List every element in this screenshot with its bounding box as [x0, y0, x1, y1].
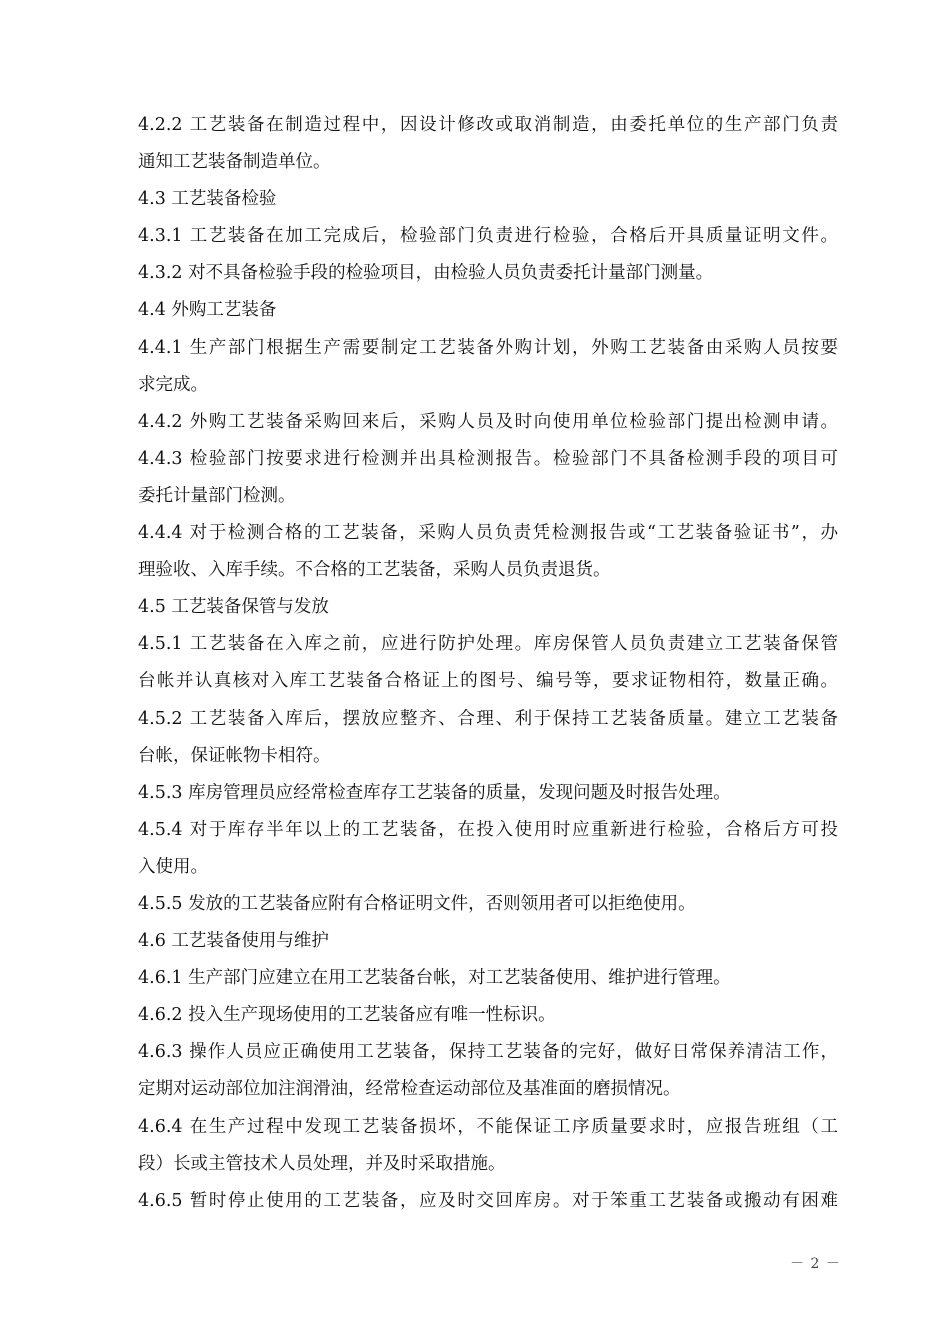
- section-heading: 4.5 工艺装备保管与发放: [138, 597, 329, 618]
- text-line: 段）长或主管技术人员处理，并及时采取措施。: [138, 1153, 506, 1174]
- text-line: 4.5.2 工艺装备入库后，摆放应整齐、合理、利于保持工艺装备质量。建立工艺装备: [138, 708, 838, 729]
- text-line: 4.5.4 对于库存半年以上的工艺装备，在投入使用时应重新进行检验，合格后方可投: [138, 819, 838, 840]
- document-body: [138, 107, 838, 1220]
- text-line: 通知工艺装备制造单位。: [138, 152, 331, 173]
- text-line: 4.5.5 发放的工艺装备应附有合格证明文件，否则领用者可以拒绝使用。: [138, 893, 696, 914]
- text-line: 4.3.1 工艺装备在加工完成后，检验部门负责进行检验，合格后开具质量证明文件。: [138, 226, 838, 247]
- text-line: 4.4.4 对于检测合格的工艺装备，采购人员负责凭检测报告或“工艺装备验证书”，办: [138, 523, 838, 544]
- section-heading: 4.4 外购工艺装备: [138, 300, 277, 321]
- text-line: 定期对运动部位加注润滑油，经常检查运动部位及基准面的磨损情况。: [138, 1079, 681, 1100]
- text-line: 入使用。: [138, 856, 208, 877]
- text-line: 4.5.1 工艺装备在入库之前，应进行防护处理。库房保管人员负责建立工艺装备保管: [138, 634, 838, 655]
- text-line: 台帐，保证帐物卡相符。: [138, 745, 331, 766]
- section-heading: 4.3 工艺装备检验: [138, 189, 277, 210]
- text-line: 理验收、入库手续。不合格的工艺装备，采购人员负责退货。: [138, 560, 611, 581]
- text-line: 4.6.2 投入生产现场使用的工艺装备应有唯一性标识。: [138, 1005, 556, 1026]
- text-line: 4.4.2 外购工艺装备采购回来后，采购人员及时向使用单位检验部门提出检测申请。: [138, 411, 838, 432]
- text-line: 台帐并认真核对入库工艺装备合格证上的图号、编号等，要求证物相符，数量正确。: [138, 671, 838, 692]
- text-line: 4.6.3 操作人员应正确使用工艺装备，保持工艺装备的完好，做好日常保养清洁工作，: [138, 1042, 838, 1063]
- text-line: 4.6.1 生产部门应建立在用工艺装备台帐，对工艺装备使用、维护进行管理。: [138, 968, 731, 989]
- text-line: 委托计量部门检测。: [138, 485, 296, 506]
- text-line: 4.2.2 工艺装备在制造过程中，因设计修改或取消制造，由委托单位的生产部门负责: [138, 115, 838, 135]
- text-line: 4.4.1 生产部门根据生产需要制定工艺装备外购计划，外购工艺装备由采购人员按要: [138, 337, 838, 358]
- text-line: 4.6.4 在生产过程中发现工艺装备损坏，不能保证工序质量要求时，应报告班组（工: [138, 1116, 838, 1137]
- section-heading: 4.6 工艺装备使用与维护: [138, 931, 329, 952]
- page-number: － 2 －: [790, 1256, 841, 1272]
- text-line: 求完成。: [138, 374, 208, 395]
- text-line: 4.6.5 暂时停止使用的工艺装备，应及时交回库房。对于笨重工艺装备或搬动有困难: [138, 1190, 838, 1211]
- text-line: 4.4.3 检验部门按要求进行检测并出具检测报告。检验部门不具备检测手段的项目可: [138, 448, 838, 469]
- text-line: 4.3.2 对不具备检验手段的检验项目，由检验人员负责委托计量部门测量。: [138, 263, 714, 284]
- text-line: 4.5.3 库房管理员应经常检查库存工艺装备的质量，发现问题及时报告处理。: [138, 782, 731, 803]
